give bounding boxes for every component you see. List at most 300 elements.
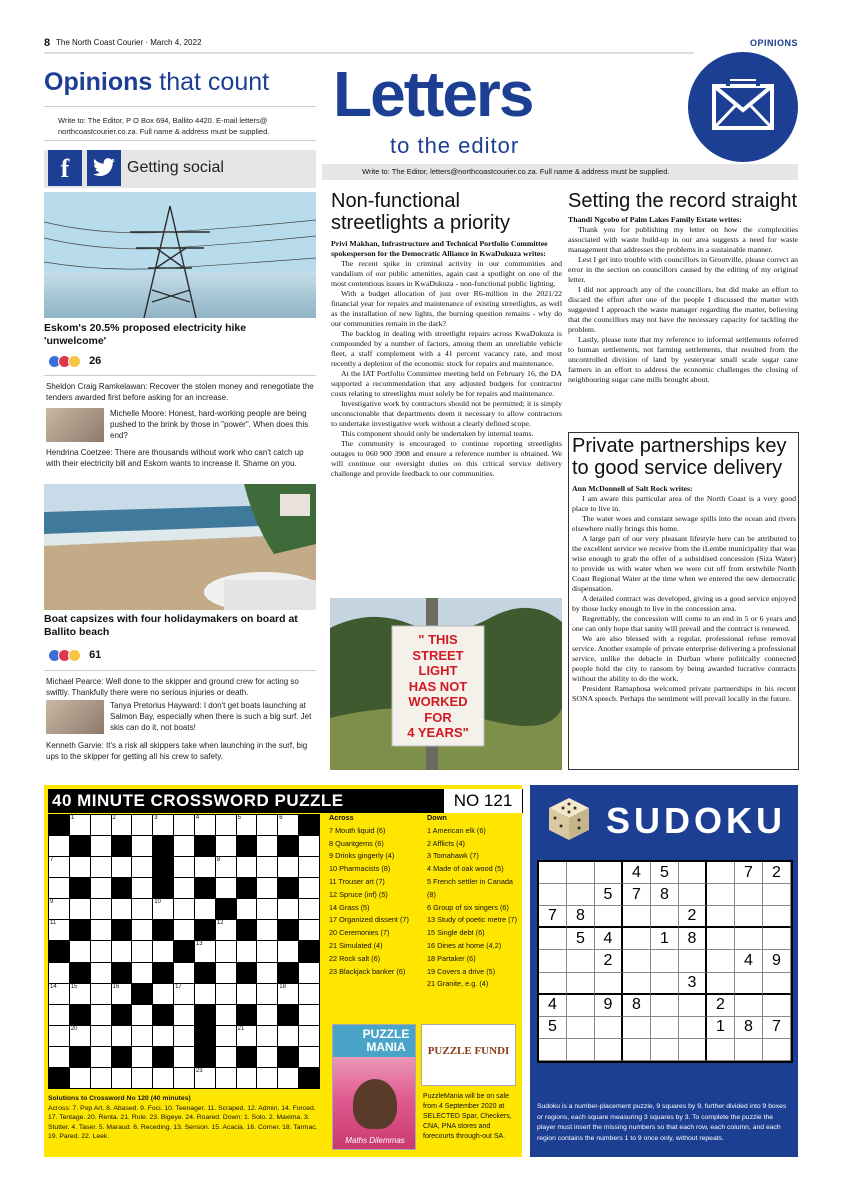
paragraph: The water woes and constant sewage spills into the ocean and rivers elsewhere really brings this home. bbox=[572, 514, 796, 533]
crossword-cell[interactable] bbox=[195, 1068, 215, 1088]
ad-portrait bbox=[353, 1079, 397, 1129]
crossword-cell[interactable] bbox=[49, 1005, 69, 1025]
crossword-cell[interactable] bbox=[132, 878, 152, 898]
crossword-cell[interactable] bbox=[216, 963, 236, 983]
crossword-cell[interactable] bbox=[49, 1026, 69, 1046]
crossword-cell[interactable] bbox=[174, 1005, 194, 1025]
facebook-icon[interactable]: f bbox=[48, 150, 82, 186]
crossword-cell[interactable] bbox=[278, 815, 298, 835]
letters-title: Letters bbox=[333, 58, 533, 130]
crossword-cell[interactable] bbox=[195, 984, 215, 1004]
avatar bbox=[46, 408, 104, 442]
crossword-cell[interactable] bbox=[112, 1068, 132, 1088]
crossword-black-cell bbox=[299, 815, 319, 835]
crossword-clue-number: 1 bbox=[70, 815, 75, 821]
crossword-cell[interactable] bbox=[216, 1068, 236, 1088]
crossword-cell[interactable] bbox=[112, 984, 132, 1004]
sudoku-cell[interactable] bbox=[539, 950, 567, 972]
crossword-cell[interactable] bbox=[195, 941, 215, 961]
crossword-cell[interactable] bbox=[257, 984, 277, 1004]
comment: Sheldon Craig Ramkelawan: Recover the stolen money and renegotiate the tenders awarded first before asking for an increase. bbox=[46, 382, 314, 402]
sudoku-cell[interactable] bbox=[567, 995, 595, 1017]
sudoku-cell[interactable] bbox=[567, 1017, 595, 1039]
crossword-cell[interactable] bbox=[237, 857, 257, 877]
sudoku-cell[interactable] bbox=[763, 928, 791, 950]
crossword-cell[interactable] bbox=[237, 941, 257, 961]
sudoku-cell[interactable]: 1 bbox=[651, 928, 679, 950]
crossword-black-cell bbox=[237, 1005, 257, 1025]
crossword-black-cell bbox=[237, 836, 257, 856]
crossword-cell[interactable] bbox=[112, 1026, 132, 1046]
sudoku-cell[interactable] bbox=[539, 928, 567, 950]
crossword-cell[interactable] bbox=[216, 984, 236, 1004]
puzzle-ad-text: PuzzleMania will be on sale from 4 September 2020 at SELECTED Spar, Checkers, CNA, PNA stores and forecourts through-out SA. bbox=[423, 1093, 512, 1140]
sudoku-cell[interactable]: 2 bbox=[679, 906, 707, 928]
crossword-cell[interactable] bbox=[91, 920, 111, 940]
solutions-title: Solutions to Crossword No 120 (40 minutes) bbox=[48, 1095, 191, 1102]
crossword-cell[interactable] bbox=[257, 941, 277, 961]
crossword-black-cell bbox=[49, 941, 69, 961]
sudoku-cell[interactable]: 5 bbox=[651, 862, 679, 884]
crossword-cell[interactable] bbox=[132, 920, 152, 940]
article-body bbox=[572, 484, 796, 704]
crossword-cell[interactable] bbox=[153, 941, 173, 961]
sudoku-cell[interactable] bbox=[595, 906, 623, 928]
crossword-cell[interactable] bbox=[70, 941, 90, 961]
crossword-cell[interactable] bbox=[112, 941, 132, 961]
crossword-cell[interactable] bbox=[278, 899, 298, 919]
sudoku-cell[interactable]: 7 bbox=[623, 884, 651, 906]
crossword-cell[interactable] bbox=[91, 941, 111, 961]
crossword-cell[interactable] bbox=[174, 963, 194, 983]
crossword-clue-number: 14 bbox=[50, 983, 57, 990]
crossword-cell[interactable] bbox=[257, 1005, 277, 1025]
crossword-black-cell bbox=[278, 836, 298, 856]
crossword-cell[interactable] bbox=[299, 899, 319, 919]
crossword-cell[interactable] bbox=[237, 815, 257, 835]
crossword-cell[interactable] bbox=[153, 815, 173, 835]
sudoku-cell[interactable]: 8 bbox=[679, 928, 707, 950]
sudoku-cell[interactable] bbox=[623, 906, 651, 928]
solutions-text: Across: 7. Pop Art. 8. Abased. 9. Foci. 10. Teenager. 11. Scraped. 12. Admin. 14. Forced. 17. Tentage. 20. Renta. 21. Rule. 23. Bigeye. 24. Roared. Down: 1. Solo. 2. Maxima. 3. Stutter. 4. Taser. 5. Maraud. 6. Receding. 13. Senson. 15. Acacia. 16. Corner. 18. Tarmac. 19. Pared. 22. Leek. bbox=[48, 1104, 318, 1140]
sudoku-cell[interactable] bbox=[763, 973, 791, 995]
crossword-black-cell bbox=[153, 878, 173, 898]
crossword-cell[interactable] bbox=[174, 1026, 194, 1046]
crossword-black-cell bbox=[237, 963, 257, 983]
sudoku-cell[interactable] bbox=[679, 950, 707, 972]
sudoku-cell[interactable] bbox=[567, 884, 595, 906]
sudoku-cell[interactable] bbox=[595, 862, 623, 884]
sudoku-cell[interactable] bbox=[679, 884, 707, 906]
paragraph: This component should only be undertaken by internal teams. bbox=[341, 429, 534, 438]
sudoku-cell[interactable] bbox=[679, 1039, 707, 1061]
paragraph: Thank you for publishing my letter on how the complexities associated with waste build-up in our area suggests a need for waste management that addresses the problems in a sustainable manner. bbox=[568, 225, 798, 254]
crossword-cell[interactable] bbox=[216, 1026, 236, 1046]
crossword-black-cell bbox=[153, 963, 173, 983]
sudoku-cell[interactable] bbox=[651, 906, 679, 928]
sudoku-cell[interactable]: 9 bbox=[763, 950, 791, 972]
crossword-clue-number: 5 bbox=[237, 815, 241, 821]
crossword-cell[interactable] bbox=[132, 963, 152, 983]
crossword-cell[interactable] bbox=[299, 984, 319, 1004]
crossword-cell[interactable] bbox=[153, 899, 173, 919]
clue: 8 Quantgems (6) bbox=[329, 838, 384, 848]
crossword-cell[interactable] bbox=[237, 984, 257, 1004]
crossword-cell[interactable] bbox=[257, 857, 277, 877]
crossword-cell[interactable] bbox=[299, 963, 319, 983]
ad-title: PUZZLE MANIA bbox=[333, 1025, 415, 1057]
sudoku-cell[interactable] bbox=[735, 906, 763, 928]
crossword-cell[interactable] bbox=[112, 815, 132, 835]
crossword-cell[interactable] bbox=[70, 984, 90, 1004]
crossword-clue-number: 9 bbox=[50, 899, 54, 906]
sudoku-cell[interactable]: 2 bbox=[763, 862, 791, 884]
crossword-black-cell bbox=[195, 1026, 215, 1046]
sudoku-cell[interactable] bbox=[567, 950, 595, 972]
paragraph: President Ramaphosa welcomed private partnerships in his recent SONA speech. Perhaps the sentiment will prevail locally in the future. bbox=[572, 684, 796, 703]
crossword-cell[interactable] bbox=[278, 1068, 298, 1088]
reaction-count bbox=[48, 649, 101, 662]
crossword-cell[interactable] bbox=[257, 1026, 277, 1046]
crossword-cell[interactable] bbox=[91, 963, 111, 983]
sudoku-cell[interactable]: 7 bbox=[763, 1017, 791, 1039]
crossword-cell[interactable] bbox=[195, 815, 215, 835]
paragraph: Investigative work by contractors should not be permitted; it is simply unconscionable that departments deem it necessary to allow contractors to undertake investigative work without a clearly defined scope. bbox=[331, 399, 562, 428]
sudoku-cell[interactable] bbox=[707, 862, 735, 884]
clue: 1 American elk (6) bbox=[427, 825, 486, 835]
crossword-solutions bbox=[48, 1094, 320, 1142]
crossword-cell[interactable] bbox=[91, 1047, 111, 1067]
beach-photo bbox=[44, 484, 316, 610]
crossword-clue-number: 23 bbox=[195, 1067, 203, 1074]
sudoku-cell[interactable] bbox=[707, 906, 735, 928]
sudoku-cell[interactable] bbox=[735, 995, 763, 1017]
crossword-cell[interactable] bbox=[299, 857, 319, 877]
sudoku-cell[interactable] bbox=[763, 995, 791, 1017]
sudoku-cell[interactable]: 8 bbox=[567, 906, 595, 928]
sudoku-cell[interactable] bbox=[539, 973, 567, 995]
sudoku-cell[interactable] bbox=[623, 928, 651, 950]
sudoku-cell[interactable] bbox=[539, 862, 567, 884]
crossword-clue-number: 15 bbox=[70, 983, 78, 990]
sudoku-cell[interactable]: 2 bbox=[707, 995, 735, 1017]
sudoku-cell[interactable] bbox=[651, 950, 679, 972]
crossword-cell[interactable] bbox=[174, 984, 194, 1004]
crossword-cell[interactable] bbox=[174, 878, 194, 898]
crossword-cell[interactable] bbox=[174, 920, 194, 940]
sudoku-cell[interactable]: 5 bbox=[567, 928, 595, 950]
post-headline[interactable]: Boat capsizes with four holidaymakers on board at Ballito beach bbox=[44, 613, 298, 638]
publication-date: March 4, 2022 bbox=[150, 38, 202, 47]
crossword-clue-number: 3 bbox=[154, 815, 158, 821]
crossword-cell[interactable] bbox=[132, 899, 152, 919]
crossword-clue-number: 12 bbox=[216, 920, 224, 927]
crossword-cell[interactable] bbox=[112, 899, 132, 919]
sudoku-cell[interactable] bbox=[651, 973, 679, 995]
clue: 9 Drinks gingerly (4) bbox=[329, 851, 395, 861]
sudoku-grid[interactable] bbox=[537, 860, 793, 1063]
sudoku-cell[interactable]: 1 bbox=[707, 1017, 735, 1039]
sudoku-cell[interactable]: 7 bbox=[539, 906, 567, 928]
crossword-cell[interactable] bbox=[70, 1068, 90, 1088]
crossword-cell[interactable] bbox=[237, 1026, 257, 1046]
crossword-cell[interactable] bbox=[49, 920, 69, 940]
crossword-cell[interactable] bbox=[299, 836, 319, 856]
sudoku-cell[interactable] bbox=[567, 1039, 595, 1061]
reaction-count-value: 26 bbox=[89, 355, 102, 368]
crossword-black-cell bbox=[132, 984, 152, 1004]
sudoku-cell[interactable]: 4 bbox=[595, 928, 623, 950]
publication-info: The North Coast Courier · March 4, 2022 bbox=[56, 38, 202, 47]
page-number: 8 bbox=[44, 37, 51, 49]
sudoku-cell[interactable] bbox=[623, 950, 651, 972]
crossword-cell[interactable] bbox=[49, 963, 69, 983]
crossword-cell[interactable] bbox=[237, 899, 257, 919]
crossword-black-cell bbox=[70, 836, 90, 856]
sudoku-cell[interactable] bbox=[763, 906, 791, 928]
sudoku-cell[interactable] bbox=[707, 973, 735, 995]
sudoku-cell[interactable] bbox=[651, 1017, 679, 1039]
crossword-cell[interactable] bbox=[299, 1026, 319, 1046]
crossword-cell[interactable] bbox=[70, 899, 90, 919]
crossword-cell[interactable] bbox=[91, 984, 111, 1004]
sudoku-cell[interactable]: 7 bbox=[735, 862, 763, 884]
crossword-cell[interactable] bbox=[153, 984, 173, 1004]
crossword-cell[interactable] bbox=[91, 878, 111, 898]
crossword-cell[interactable] bbox=[49, 857, 69, 877]
sudoku-cell[interactable]: 9 bbox=[595, 995, 623, 1017]
crossword-black-cell bbox=[278, 1005, 298, 1025]
crossword-cell[interactable] bbox=[174, 899, 194, 919]
sudoku-cell[interactable] bbox=[651, 995, 679, 1017]
sudoku-cell[interactable]: 8 bbox=[735, 1017, 763, 1039]
crossword-cell[interactable] bbox=[257, 1047, 277, 1067]
sudoku-cell[interactable]: 4 bbox=[539, 995, 567, 1017]
sudoku-cell[interactable] bbox=[539, 884, 567, 906]
crossword-black-cell bbox=[49, 1068, 69, 1088]
sudoku-cell[interactable]: 8 bbox=[623, 995, 651, 1017]
paragraph: At the IAT Portfolio Committee meeting held on February 16, the DA supported a recommendation that any adjusted budgets for contractor costs relating to streetlights must solely be for repairs and maintenance. bbox=[331, 369, 562, 398]
sudoku-cell[interactable] bbox=[679, 862, 707, 884]
crossword-cell[interactable] bbox=[216, 920, 236, 940]
crossword-cell[interactable] bbox=[112, 857, 132, 877]
crossword-cell[interactable] bbox=[195, 857, 215, 877]
crossword-cell[interactable] bbox=[278, 1026, 298, 1046]
letters-subtitle: to the editor bbox=[390, 133, 520, 158]
crossword-cell[interactable] bbox=[132, 1026, 152, 1046]
crossword-cell[interactable] bbox=[132, 1005, 152, 1025]
crossword-cell[interactable] bbox=[257, 963, 277, 983]
sudoku-title: SUDOKU bbox=[606, 800, 787, 841]
crossword-cell[interactable] bbox=[257, 899, 277, 919]
clue: 22 Rock salt (6) bbox=[329, 953, 381, 963]
sudoku-cell[interactable] bbox=[735, 884, 763, 906]
crossword-cell[interactable] bbox=[91, 1005, 111, 1025]
crossword-cell[interactable] bbox=[91, 836, 111, 856]
sudoku-cell[interactable] bbox=[595, 973, 623, 995]
crossword-cell[interactable] bbox=[49, 878, 69, 898]
article-text bbox=[568, 225, 798, 385]
crossword-cell[interactable] bbox=[91, 857, 111, 877]
sudoku-cell[interactable]: 2 bbox=[595, 950, 623, 972]
sudoku-cell[interactable] bbox=[707, 928, 735, 950]
divider bbox=[44, 106, 316, 107]
crossword-cell[interactable] bbox=[257, 836, 277, 856]
crossword-black-cell bbox=[112, 920, 132, 940]
crossword-black-cell bbox=[195, 963, 215, 983]
crossword-cell[interactable] bbox=[132, 836, 152, 856]
puzzle-mania-ad[interactable] bbox=[332, 1024, 416, 1150]
crossword-cell[interactable] bbox=[216, 1047, 236, 1067]
opinions-write-to: Write to: The Editor, P O Box 694, Ballito 4420. E-mail letters@ northcoastcourier.co.za. Full name & address must be supplied. bbox=[58, 116, 270, 136]
sudoku-cell[interactable] bbox=[623, 1039, 651, 1061]
crossword-cell[interactable] bbox=[299, 1047, 319, 1067]
crossword-cell[interactable] bbox=[257, 878, 277, 898]
crossword-cell[interactable] bbox=[299, 1005, 319, 1025]
sudoku-cell[interactable]: 5 bbox=[595, 884, 623, 906]
comment: Kenneth Garvie: It's a risk all skippers take when launching in the surf, big ups to the skipper for getting all his crew to safety. bbox=[46, 741, 308, 761]
reaction-count bbox=[48, 355, 101, 368]
sudoku-cell[interactable]: 3 bbox=[679, 973, 707, 995]
sudoku-cell[interactable] bbox=[707, 1039, 735, 1061]
across-heading: Across bbox=[329, 813, 354, 822]
divider bbox=[44, 140, 316, 141]
crossword-cell[interactable] bbox=[132, 815, 152, 835]
sudoku-cell[interactable]: 5 bbox=[539, 1017, 567, 1039]
crossword-cell[interactable] bbox=[216, 941, 236, 961]
reaction-count-value: 61 bbox=[89, 649, 102, 662]
clue: 4 Made of oak wood (5) bbox=[427, 864, 504, 874]
sudoku-cell[interactable] bbox=[735, 973, 763, 995]
crossword-black-cell bbox=[237, 1047, 257, 1067]
avatar bbox=[46, 700, 104, 734]
crossword-cell[interactable] bbox=[153, 1068, 173, 1088]
crossword-cell[interactable] bbox=[49, 984, 69, 1004]
sudoku-cell[interactable] bbox=[539, 1039, 567, 1061]
crossword-cell[interactable] bbox=[174, 1068, 194, 1088]
crossword-cell[interactable] bbox=[174, 857, 194, 877]
paragraph: Lastly, please note that my reference to informal settlements referred to human settlements, not farming settlements, that resulted from the uncontrolled division of land by yesteryear small scale sugar cane farmers in an effort to address the economic challenges the closing of neighbouring sugar cane mills brought about. bbox=[568, 335, 798, 384]
clue: 14 Grass (5) bbox=[329, 902, 370, 912]
twitter-icon[interactable] bbox=[87, 150, 121, 186]
sudoku-cell[interactable] bbox=[651, 1039, 679, 1061]
crossword-cell[interactable] bbox=[153, 1026, 173, 1046]
sudoku-cell[interactable] bbox=[763, 884, 791, 906]
crossword-cell[interactable] bbox=[299, 878, 319, 898]
sign-line: HAS NOT bbox=[408, 678, 468, 694]
getting-social-label: Getting social bbox=[127, 159, 224, 176]
crossword-cell[interactable] bbox=[49, 899, 69, 919]
crossword-black-cell bbox=[70, 920, 90, 940]
clue: 19 Covers a drive (5) bbox=[427, 966, 496, 976]
crossword-grid[interactable] bbox=[48, 814, 320, 1089]
paragraph: The community is encouraged to continue reporting streetlights outages to 060 900 3908 and ensure a reference number is obtained. We will continue our oversight duties on this critical service delivery challenge and provide feedback to our communities. bbox=[331, 439, 562, 478]
crossword-clue-number: 16 bbox=[112, 983, 120, 990]
crossword-cell[interactable] bbox=[195, 899, 215, 919]
crossword-cell[interactable] bbox=[91, 815, 111, 835]
sudoku-cell[interactable] bbox=[735, 1039, 763, 1061]
paragraph: I did not approach any of the councillors, but did make an effort to discard the effort after one of the people I discussed the matter with suggested I approach the waste manager regarding the matter, believing that the councillors may not have the necessary capacity for tackling the problem. bbox=[568, 285, 798, 334]
sudoku-instructions: Sudoku is a number-placement puzzle, 9 squares by 9, further divided into 9 boxes or regions, each square measuring 3 squares by 3. To complete the puzzle the player must insert the missing numbers so that each row, each column, and each region contains the numbers 1 to 9 once only, without repeats. bbox=[537, 1103, 787, 1142]
sudoku-cell[interactable] bbox=[679, 995, 707, 1017]
clue: 3 Tomahawk (7) bbox=[427, 851, 479, 861]
crossword-cell[interactable] bbox=[257, 920, 277, 940]
sudoku-cell[interactable]: 4 bbox=[735, 950, 763, 972]
paragraph: Regrettably, the concession will come to an end in 5 or 6 years and one can only hope that sanity will prevail and the contract is renewed. bbox=[572, 614, 796, 633]
crossword-cell[interactable] bbox=[257, 1068, 277, 1088]
crossword-cell[interactable] bbox=[132, 941, 152, 961]
sudoku-cell[interactable] bbox=[735, 928, 763, 950]
sign-line: 4 YEARS" bbox=[407, 725, 469, 740]
crossword-cell[interactable] bbox=[174, 836, 194, 856]
sudoku-cell[interactable] bbox=[707, 950, 735, 972]
crossword-cell[interactable] bbox=[257, 815, 277, 835]
sign-line: LIGHT bbox=[418, 663, 458, 678]
crossword-cell[interactable] bbox=[216, 1005, 236, 1025]
sign-line: FOR bbox=[424, 709, 452, 725]
crossword-cell[interactable] bbox=[299, 920, 319, 940]
crossword-cell[interactable] bbox=[49, 1047, 69, 1067]
crossword-cell[interactable] bbox=[91, 1068, 111, 1088]
sudoku-cell[interactable] bbox=[567, 973, 595, 995]
post-headline[interactable]: Eskom's 20.5% proposed electricity hike 'unwelcome' bbox=[44, 322, 247, 347]
crossword-cell[interactable] bbox=[70, 1026, 90, 1046]
crossword-cell[interactable] bbox=[278, 941, 298, 961]
sudoku-cell[interactable] bbox=[763, 1039, 791, 1061]
crossword-cell[interactable] bbox=[216, 815, 236, 835]
clue: 15 Single debt (6) bbox=[427, 928, 485, 938]
sudoku-cell[interactable] bbox=[707, 884, 735, 906]
crossword-cell[interactable] bbox=[278, 857, 298, 877]
sudoku-cell[interactable] bbox=[679, 1017, 707, 1039]
sudoku-cell[interactable] bbox=[623, 973, 651, 995]
sudoku-cell[interactable] bbox=[623, 1017, 651, 1039]
crossword-cell[interactable] bbox=[174, 815, 194, 835]
top-rule bbox=[44, 52, 694, 54]
down-heading: Down bbox=[427, 813, 447, 822]
crossword-cell[interactable] bbox=[91, 899, 111, 919]
sudoku-cell[interactable]: 8 bbox=[651, 884, 679, 906]
crossword-cell[interactable] bbox=[49, 836, 69, 856]
sudoku-cell[interactable] bbox=[595, 1039, 623, 1061]
crossword-cell[interactable] bbox=[174, 1047, 194, 1067]
crossword-clue-number: 2 bbox=[112, 815, 116, 821]
sudoku-cell[interactable] bbox=[595, 1017, 623, 1039]
puzzle-fundi-ad[interactable] bbox=[421, 1024, 516, 1086]
article-byline: Thandi Ngcobo of Palm Lakes Family Estate writes: bbox=[568, 215, 742, 224]
opinions-title-rest: that count bbox=[159, 68, 270, 96]
crossword-cell[interactable] bbox=[216, 878, 236, 898]
crossword-cell[interactable] bbox=[70, 815, 90, 835]
crossword-cell[interactable] bbox=[216, 857, 236, 877]
crossword-cell[interactable] bbox=[278, 984, 298, 1004]
wow-icon bbox=[68, 355, 81, 368]
clue: 2 Afflicts (4) bbox=[427, 838, 465, 848]
crossword-clue-number: 6 bbox=[279, 815, 283, 821]
crossword-cell[interactable] bbox=[132, 1047, 152, 1067]
crossword-cell[interactable] bbox=[132, 1068, 152, 1088]
crossword-cell[interactable] bbox=[216, 836, 236, 856]
crossword-cell[interactable] bbox=[70, 857, 90, 877]
comment: Michael Pearce: Well done to the skipper and ground crew for acting so swiftly. Thankfully there were no serious injuries or death. bbox=[46, 677, 299, 697]
crossword-cell[interactable] bbox=[237, 1068, 257, 1088]
crossword-black-cell bbox=[195, 836, 215, 856]
crossword-cell[interactable] bbox=[132, 857, 152, 877]
sudoku-cell[interactable]: 4 bbox=[623, 862, 651, 884]
crossword-black-cell bbox=[112, 836, 132, 856]
sudoku-cell[interactable] bbox=[567, 862, 595, 884]
crossword-cell[interactable] bbox=[91, 1026, 111, 1046]
